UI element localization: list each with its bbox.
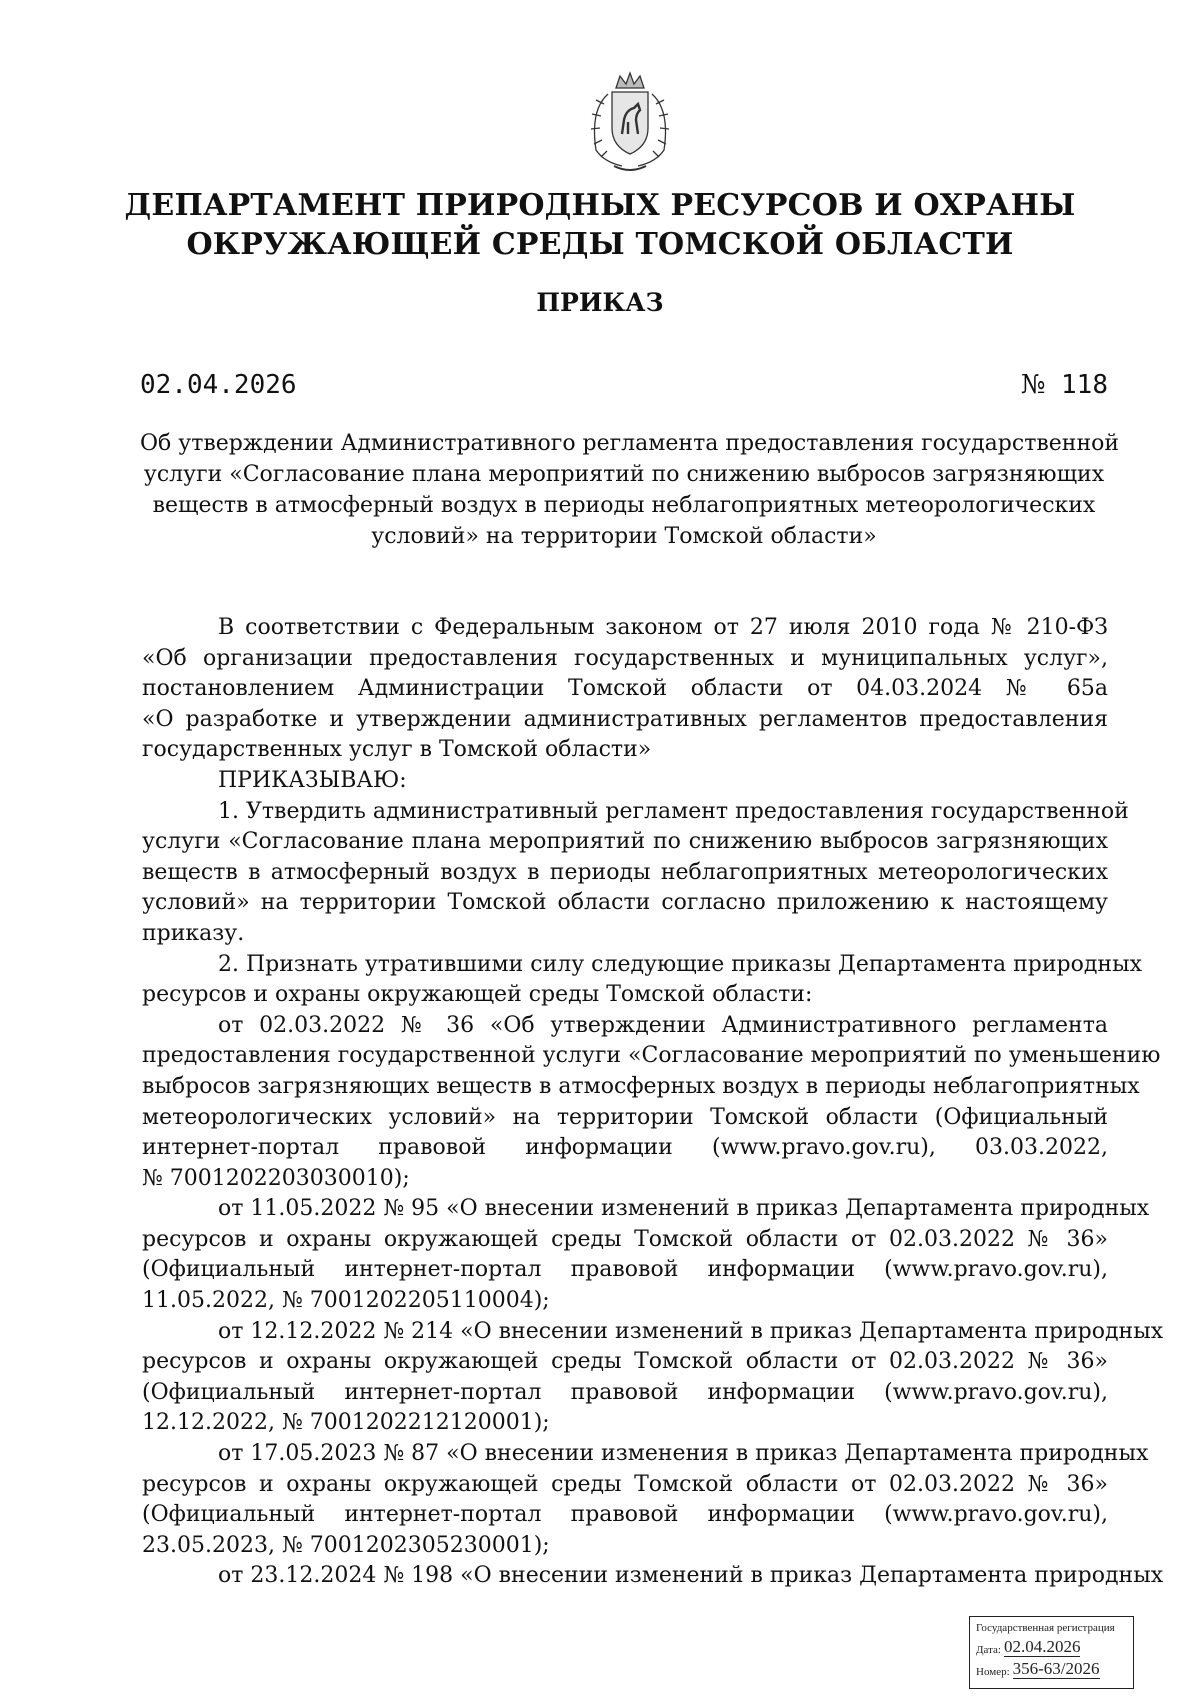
- registration-number-row: [976, 1660, 1127, 1679]
- body-text-line: ресурсов и охраны окружающей среды Томской области от 02.03.2022 № 36»: [142, 1226, 1108, 1252]
- registration-stamp: [969, 1616, 1134, 1689]
- body-text-line: 23.05.2023, № 7001202305230001);: [142, 1532, 550, 1558]
- body-text-line: государственных услуг в Томской области»: [142, 737, 652, 763]
- body-text-line: (Официальный интернет-портал правовой информации (www.pravo.gov.ru),: [142, 1257, 1108, 1283]
- registration-date-value: 02.04.2026: [1003, 1637, 1081, 1656]
- body-text-line: услуги «Согласование плана мероприятий по снижению выбросов загрязняющих: [142, 829, 1108, 855]
- order-subject: [140, 428, 1120, 552]
- body-text-line: «Об организации предоставления государственных и муниципальных услуг»,: [142, 645, 1108, 671]
- body-text-line: постановлением Администрации Томской области от 04.03.2024 № 65а: [142, 676, 1108, 702]
- body-text-line: (Официальный интернет-портал правовой информации (www.pravo.gov.ru),: [142, 1379, 1108, 1405]
- department-title: [0, 186, 1200, 264]
- registration-number-value: 356-63/2026: [1012, 1659, 1100, 1678]
- body-text-line: приказу.: [142, 920, 245, 946]
- order-number-value: 118: [1061, 370, 1108, 400]
- body-text-line: от 17.05.2023 № 87 «О внесении изменения в приказ Департамента природных: [218, 1441, 1149, 1467]
- body-text-line: метеорологических условий» на территории Томской области (Официальный: [142, 1104, 1108, 1130]
- registration-stamp-title: Государственная регистрация: [976, 1622, 1115, 1634]
- subject-line: Об утверждении Административного регламента предоставления государственной: [140, 431, 1120, 456]
- body-text-line: № 7001202203030010);: [142, 1165, 410, 1191]
- subject-line: условий» на территории Томской области»: [371, 524, 877, 549]
- body-text-line: (Официальный интернет-портал правовой информации (www.pravo.gov.ru),: [142, 1502, 1108, 1528]
- order-number: [1021, 369, 1108, 401]
- body-text-line: от 12.12.2022 № 214 «О внесении изменений в приказ Департамента природных: [218, 1318, 1164, 1344]
- order-heading: ПРИКАЗ: [536, 288, 664, 317]
- department-title-line: ДЕПАРТАМЕНТ ПРИРОДНЫХ РЕСУРСОВ И ОХРАНЫ: [124, 188, 1076, 223]
- order-body: [142, 613, 1164, 1592]
- registration-date-row: [976, 1638, 1127, 1657]
- body-text-line: веществ в атмосферный воздух в периоды неблагоприятных метеорологических: [142, 859, 1108, 885]
- body-text-line: ПРИКАЗЫВАЮ:: [218, 767, 407, 793]
- department-title-line: ОКРУЖАЮЩЕЙ СРЕДЫ ТОМСКОЙ ОБЛАСТИ: [186, 227, 1014, 262]
- body-text-line: 1. Утвердить административный регламент предоставления государственной: [218, 798, 1129, 824]
- body-text-line: В соответствии с Федеральным законом от 27 июля 2010 года № 210-ФЗ: [218, 615, 1108, 640]
- body-text-line: ресурсов и охраны окружающей среды Томской области:: [142, 982, 813, 1008]
- subject-line: услуги «Согласование плана мероприятий по снижению выбросов загрязняющих: [143, 462, 1105, 487]
- body-text-line: интернет-портал правовой информации (www.pravo.gov.ru), 03.03.2022,: [142, 1135, 1108, 1161]
- body-text-line: от 23.12.2024 № 198 «О внесении изменений в приказ Департамента природных: [218, 1563, 1164, 1589]
- body-text-line: 12.12.2022, № 7001202212120001);: [142, 1410, 550, 1436]
- body-text-line: 11.05.2022, № 7001202205110004);: [142, 1288, 550, 1314]
- body-text-line: выбросов загрязняющих веществ в атмосферных воздух в периоды неблагоприятных: [142, 1073, 1140, 1099]
- body-text-line: ресурсов и охраны окружающей среды Томской области от 02.03.2022 № 36»: [142, 1471, 1108, 1497]
- body-text-line: ресурсов и охраны окружающей среды Томской области от 02.03.2022 № 36»: [142, 1349, 1108, 1375]
- body-text-line: условий» на территории Томской области согласно приложению к настоящему: [142, 890, 1108, 916]
- tomsk-region-coat-of-arms-icon: [574, 70, 686, 175]
- body-text-line: от 11.05.2022 № 95 «О внесении изменений в приказ Департамента природных: [218, 1196, 1150, 1222]
- registration-date-label: Дата:: [976, 1644, 1001, 1656]
- registration-number-label: Номер:: [976, 1666, 1010, 1678]
- body-text-line: от 02.03.2022 № 36 «Об утверждении Административного регламента: [218, 1012, 1108, 1038]
- body-text-line: «О разработке и утверждении административных регламентов предоставления: [142, 706, 1108, 732]
- body-text-line: 2. Признать утратившими силу следующие приказы Департамента природных: [218, 951, 1143, 977]
- order-date: 02.04.2026: [140, 370, 297, 400]
- number-sign: №: [1020, 370, 1046, 400]
- body-text-line: предоставления государственной услуги «Согласование мероприятий по уменьшению: [142, 1043, 1161, 1069]
- subject-line: веществ в атмосферный воздух в периоды неблагоприятных метеорологических: [152, 493, 1096, 518]
